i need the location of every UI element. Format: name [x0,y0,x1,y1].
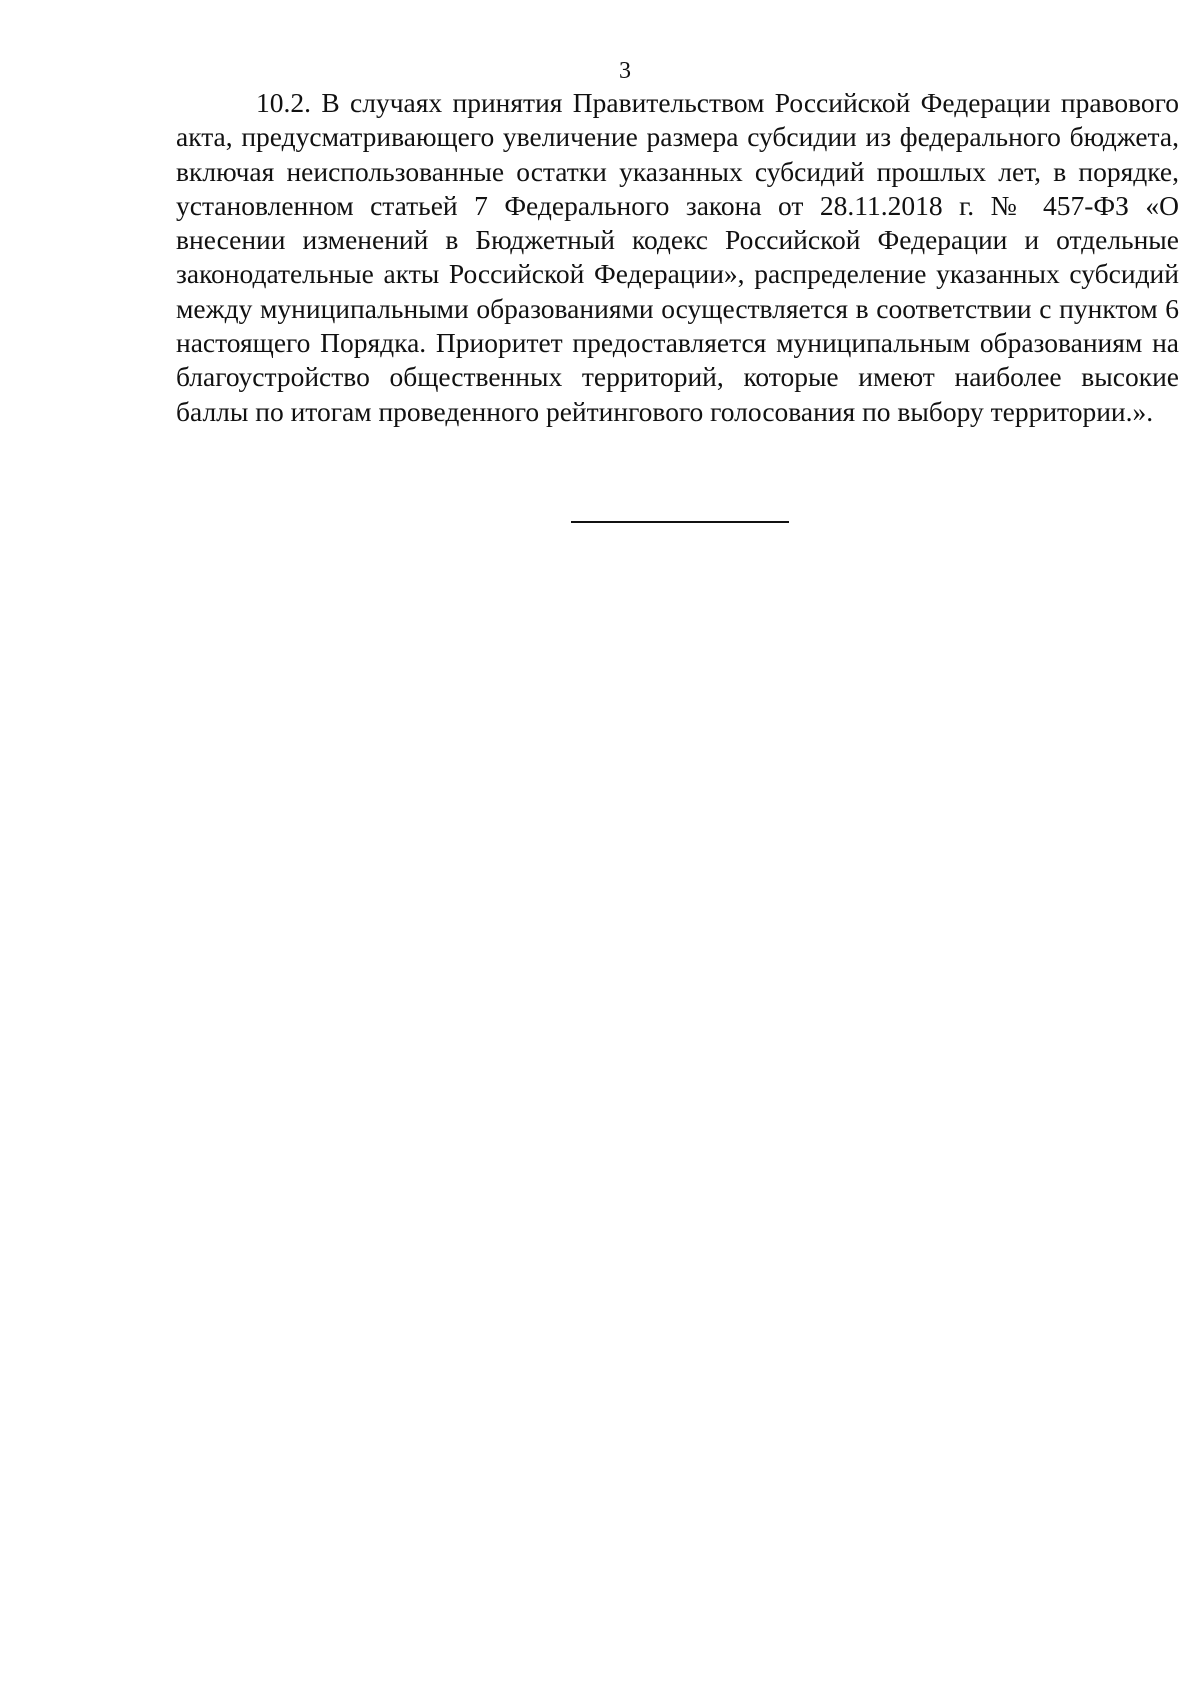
paragraph-10-2: 10.2. В случаях принятия Правительством Российской Федерации правового акта, предусматривающего увеличение размера субсидии из федерального бюджета, включая неиспользованные остатки указанных субсидий прошлых лет, в порядке, установленном статьей 7 Федерального закона от 28.11.2018 г. № 457-ФЗ «О внесении изменений в Бюджетный кодекс Российской Федерации и отдельные законодательные акты Российской Федерации», распределение указанных субсидий между муниципальными образованиями осуществляется в соответствии с пунктом 6 настоящего Порядка. Приоритет предоставляется муниципальным образованиям на благоустройство общественных территорий, которые имеют наиболее высокие баллы по итогам проведенного рейтингового голосования по выбору территории.». [176,87,1179,427]
end-of-text-divider [571,521,789,523]
page-number: 3 [619,58,631,84]
